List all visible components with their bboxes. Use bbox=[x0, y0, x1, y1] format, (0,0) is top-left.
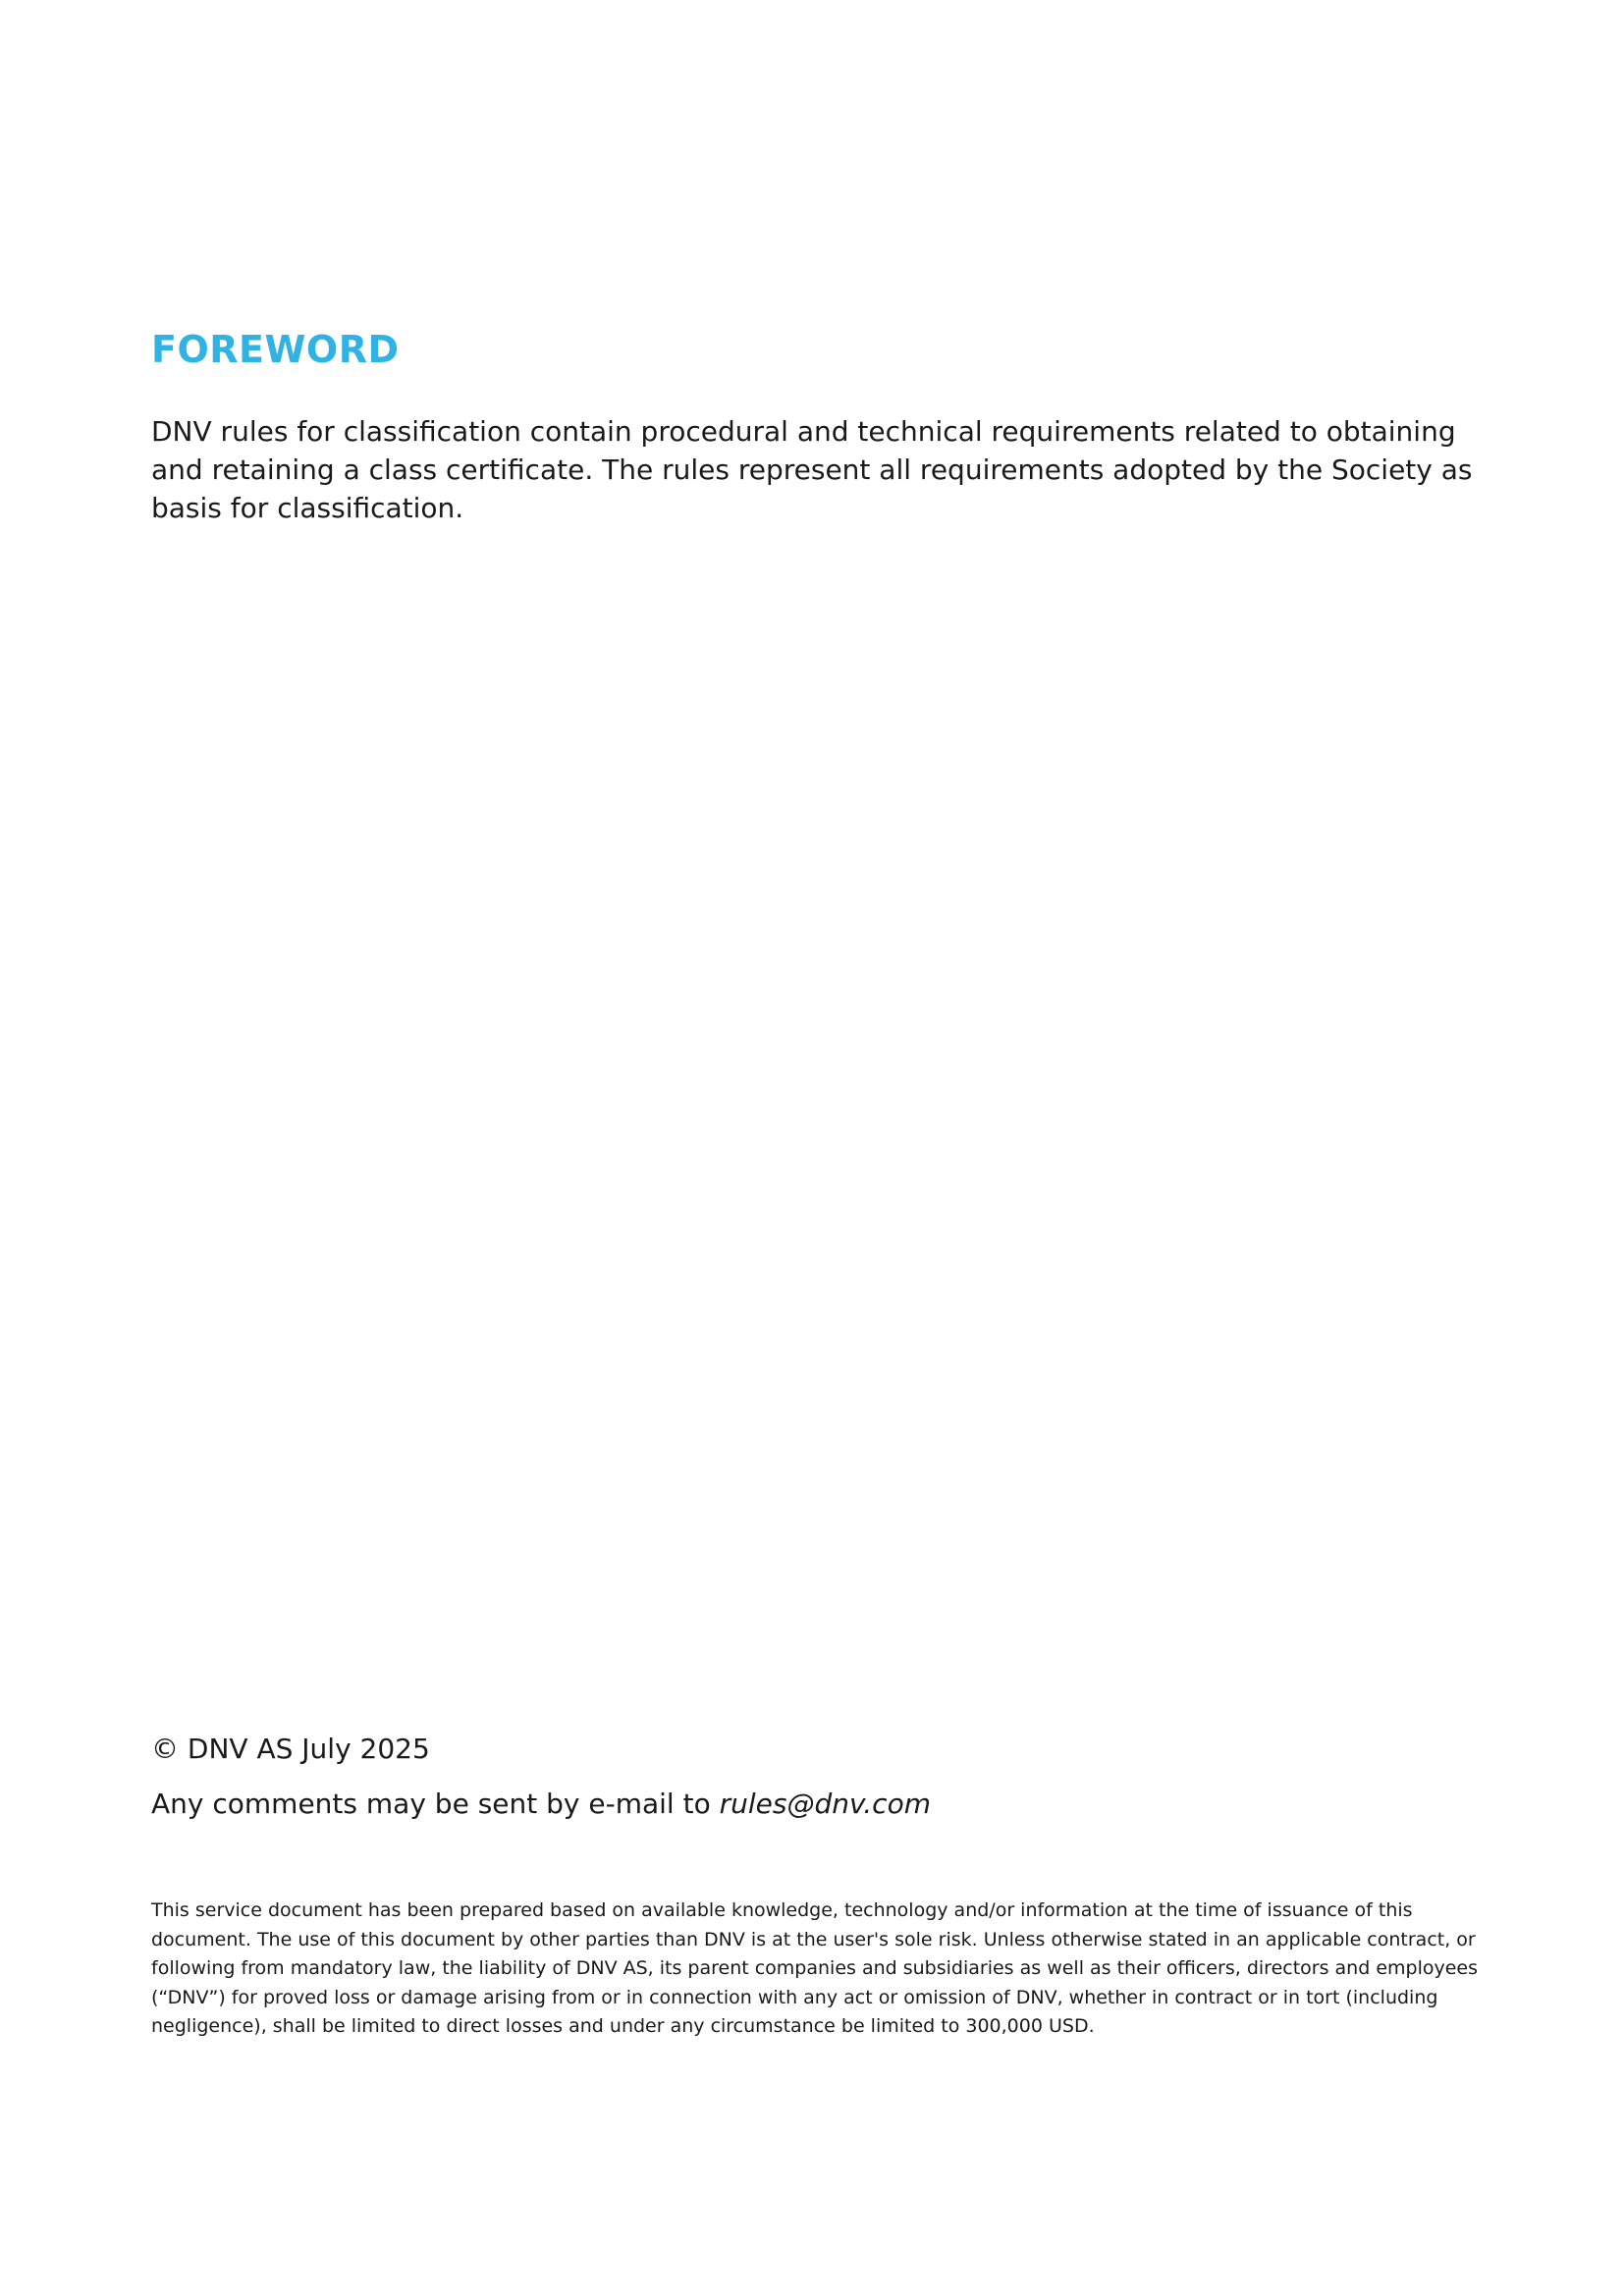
copyright-notice: © DNV AS July 2025 bbox=[151, 1733, 430, 1765]
foreword-heading: FOREWORD bbox=[151, 328, 400, 371]
email-link[interactable]: rules@dnv.com bbox=[719, 1788, 931, 1820]
disclaimer-text: This service document has been prepared based on available knowledge, technology and/or information at the time of issuance of this document. The use of this document by other parties than DNV is at the user's sole risk. Unless otherwise stated in an applicable contract, or following from mandatory law, the liability of DNV AS, its parent companies and subsidiaries as well as their officers, directors and employees (“DNV”) for proved loss or damage arising from or in connection with any act or omission of DNV, whether in contract or in tort (including negligence), shall be limited to direct losses and under any circumstance be limited to 300,000 USD. bbox=[151, 1899, 1479, 2037]
comments-prefix: Any comments may be sent by e-mail to bbox=[151, 1788, 720, 1820]
foreword-body: DNV rules for classification contain procedural and technical requirements related to obtaining and retaining a class certificate. The rules represent all requirements adopted by the Society as basis for classification. bbox=[151, 415, 1473, 524]
comments-line bbox=[151, 1787, 931, 1822]
